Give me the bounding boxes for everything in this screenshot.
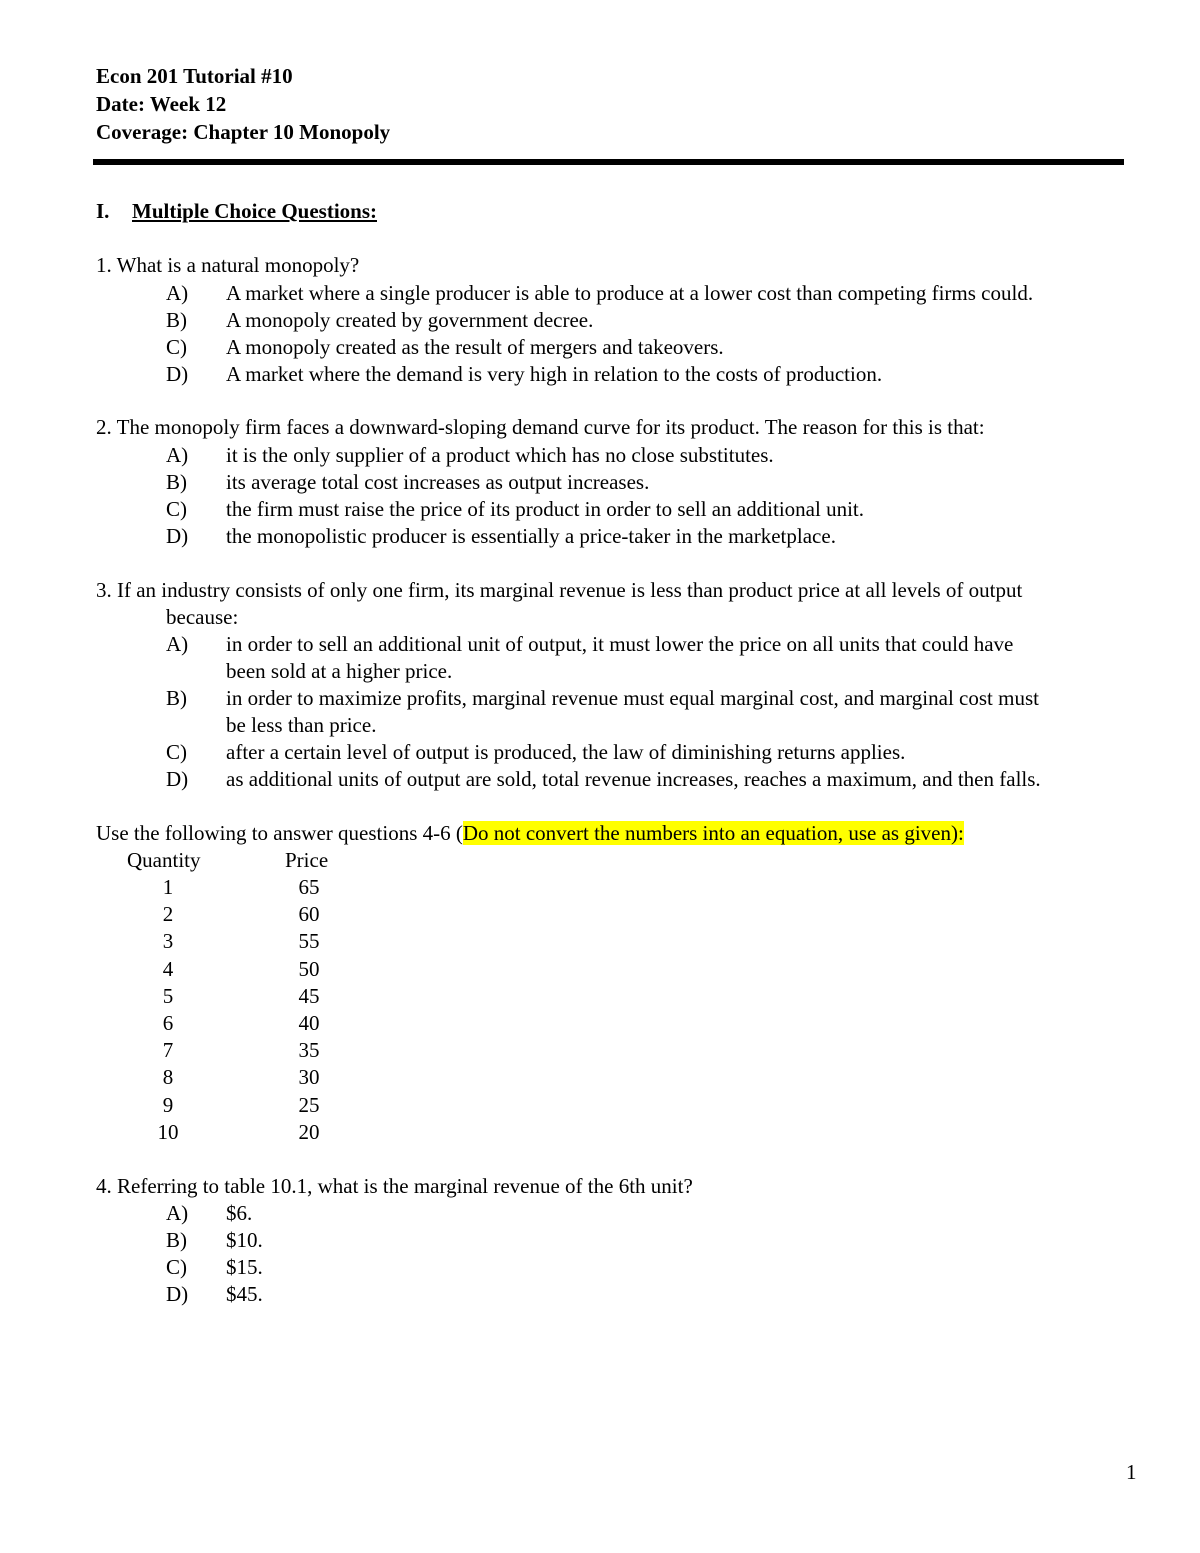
q3-option-text: in order to sell an additional unit of output, it must lower the price on all units that could have <box>226 632 1014 656</box>
date-line: Date: Week 12 <box>96 92 227 116</box>
question-3-stem-continued: because: <box>166 605 239 629</box>
q4-option-letter: D) <box>166 1282 189 1306</box>
q3-option-letter: C) <box>166 740 187 764</box>
q1-option-letter: D) <box>166 362 189 386</box>
section-number: I. <box>96 199 110 223</box>
quantity-cell: 1 <box>162 875 174 899</box>
q2-option-text: its average total cost increases as output increases. <box>226 470 650 494</box>
q4-option-text: $15. <box>226 1255 263 1279</box>
table-instructions-text: Use the following to answer questions 4-6 ( <box>96 821 463 845</box>
quantity-cell: 3 <box>162 929 174 953</box>
q1-option-letter: B) <box>166 308 187 332</box>
section-heading <box>96 198 377 225</box>
q1-option-text: A monopoly created by government decree. <box>226 308 594 332</box>
price-cell: 45 <box>298 984 320 1008</box>
q3-option-letter: D) <box>166 767 189 791</box>
q4-option-letter: C) <box>166 1255 187 1279</box>
q2-option-text: the firm must raise the price of its product in order to sell an additional unit. <box>226 497 865 521</box>
q3-option-text-continued: been sold at a higher price. <box>226 659 453 683</box>
price-cell: 65 <box>298 875 320 899</box>
q4-option-letter: A) <box>166 1201 189 1225</box>
coverage-line: Coverage: Chapter 10 Monopoly <box>96 120 391 144</box>
price-cell: 60 <box>298 902 320 926</box>
q2-option-letter: B) <box>166 470 187 494</box>
q1-option-text: A market where a single producer is able to produce at a lower cost than competing firms could. <box>226 281 1034 305</box>
price-cell: 20 <box>298 1120 320 1144</box>
price-cell: 40 <box>298 1011 320 1035</box>
q2-option-text: the monopolistic producer is essentially a price-taker in the marketplace. <box>226 524 836 548</box>
question-4-stem: 4. Referring to table 10.1, what is the marginal revenue of the 6th unit? <box>96 1174 693 1198</box>
price-header: Price <box>285 848 329 872</box>
q3-option-text: as additional units of output are sold, total revenue increases, reaches a maximum, and then falls. <box>226 767 1041 791</box>
price-cell: 55 <box>298 929 320 953</box>
q2-option-letter: D) <box>166 524 189 548</box>
q1-option-text: A market where the demand is very high in relation to the costs of production. <box>226 362 883 386</box>
q1-option-letter: A) <box>166 281 189 305</box>
course-title: Econ 201 Tutorial #10 <box>96 64 293 88</box>
q4-option-text: $10. <box>226 1228 263 1252</box>
question-2-stem: 2. The monopoly firm faces a downward-sloping demand curve for its product. The reason for this is that: <box>96 415 985 439</box>
quantity-header: Quantity <box>127 848 201 872</box>
price-cell: 35 <box>298 1038 320 1062</box>
q3-option-letter: A) <box>166 632 189 656</box>
quantity-cell: 8 <box>162 1065 174 1089</box>
price-cell: 25 <box>298 1093 320 1117</box>
price-cell: 30 <box>298 1065 320 1089</box>
q3-option-text-continued: be less than price. <box>226 713 377 737</box>
page-number: 1 <box>1126 1460 1137 1484</box>
quantity-cell: 4 <box>162 957 174 981</box>
q1-option-letter: C) <box>166 335 187 359</box>
question-1-stem: 1. What is a natural monopoly? <box>96 253 360 277</box>
q3-option-letter: B) <box>166 686 187 710</box>
highlighted-instruction: Do not convert the numbers into an equation, use as given): <box>462 821 964 845</box>
quantity-cell: 2 <box>162 902 174 926</box>
q3-option-text: after a certain level of output is produced, the law of diminishing returns applies. <box>226 740 906 764</box>
document-header <box>96 62 390 146</box>
section-title: Multiple Choice Questions: <box>132 199 377 223</box>
q4-option-text: $45. <box>226 1282 263 1306</box>
quantity-cell: 7 <box>162 1038 174 1062</box>
quantity-cell: 6 <box>162 1011 174 1035</box>
q4-option-text: $6. <box>226 1201 253 1225</box>
quantity-cell: 5 <box>162 984 174 1008</box>
q4-option-letter: B) <box>166 1228 187 1252</box>
header-divider <box>93 159 1124 165</box>
table-instructions <box>96 820 964 847</box>
q2-option-letter: A) <box>166 443 189 467</box>
price-cell: 50 <box>298 957 320 981</box>
q3-option-text: in order to maximize profits, marginal revenue must equal marginal cost, and marginal cost must <box>226 686 1039 710</box>
q2-option-text: it is the only supplier of a product which has no close substitutes. <box>226 443 774 467</box>
quantity-cell: 9 <box>162 1093 174 1117</box>
quantity-cell: 10 <box>157 1120 179 1144</box>
question-3-stem: 3. If an industry consists of only one firm, its marginal revenue is less than product price at all levels of output <box>96 578 1023 602</box>
q1-option-text: A monopoly created as the result of mergers and takeovers. <box>226 335 724 359</box>
q2-option-letter: C) <box>166 497 187 521</box>
